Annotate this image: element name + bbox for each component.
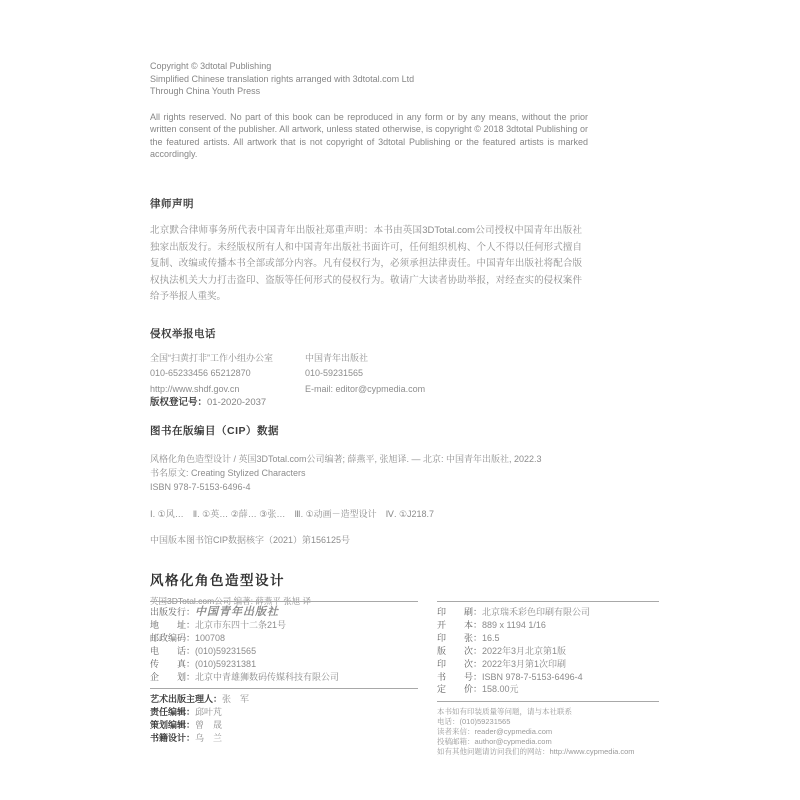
publisher-phone: 010-59231565 xyxy=(305,368,364,379)
publication-info-left xyxy=(150,601,418,745)
staff-row-editor: 责任编辑： 邱叶芃 xyxy=(150,707,223,718)
publisher-email: E-mail: editor@cypmedia.com xyxy=(305,383,426,394)
lawyer-statement-section xyxy=(150,196,582,306)
infringement-report-section xyxy=(150,326,590,397)
pub-row-publisher: 出版发行： 中国青年出版社 xyxy=(150,605,280,618)
copyright-block xyxy=(150,60,588,161)
pub-row-planning: 企 划： 北京中青雄狮数码传媒科技有限公司 xyxy=(150,671,340,682)
pub-row-format: 开 本： 889 x 1194 1/16 xyxy=(437,619,546,630)
publication-info-right xyxy=(437,601,659,756)
pub-row-edition: 版 次： 2022年3月北京第1版 xyxy=(437,645,567,656)
pub-row-isbn: 书 号： ISBN 978-7-5153-6496-4 xyxy=(437,671,583,682)
divider xyxy=(437,601,659,602)
cip-record-number: 中国版本图书馆CIP数据核字（2021）第156125号 xyxy=(150,535,351,545)
pub-row-impression: 印 次： 2022年3月第1次印刷 xyxy=(437,658,567,669)
staff-row-book-designer: 书籍设计： 乌 兰 xyxy=(150,733,223,744)
rights-paragraph: All rights reserved. No part of this book can be reproduced in any form or by any means, without the prior written consent of the publisher. All artwork, unless stated otherwise, is copyright © 2018 3dtotal Publishing or the featured artists. All artwork that is not copyright of 3dtotal Publishing or the featured artists is marked accordingly. xyxy=(150,111,588,160)
contact-line: 如有其他问题请访问我们的网站：http://www.cypmedia.com xyxy=(437,746,635,756)
lawyer-statement-heading: 律师声明 xyxy=(150,198,194,210)
contact-line: 电话：(010)59231565 xyxy=(437,717,511,727)
pub-row-postcode: 邮政编码： 100708 xyxy=(150,632,226,643)
copyright-registration xyxy=(150,394,266,408)
infringement-report-heading: 侵权举报电话 xyxy=(150,328,216,340)
copyright-line: Simplified Chinese translation rights arranged with 3dtotal.com Ltd xyxy=(150,73,415,84)
copyright-line: Through China Youth Press xyxy=(150,86,261,96)
cip-classification: Ⅰ. ①风… Ⅱ. ①英… ②薛… ③张… Ⅲ. ①动画－造型设计 Ⅳ. ①J218.7 xyxy=(150,509,435,519)
report-office-name: 全国“扫黄打非”工作小组办公室 xyxy=(150,353,273,363)
contact-line: 本书如有印装质量等问题，请与本社联系 xyxy=(437,707,572,717)
divider xyxy=(150,601,418,602)
pub-row-price: 定 价： 158.00元 xyxy=(437,684,519,695)
staff-row-art-director: 艺术出版主理人： 张 军 xyxy=(150,694,250,705)
cip-original-title: 书名原文: Creating Stylized Characters xyxy=(150,468,306,478)
report-contact-publisher xyxy=(305,351,590,397)
pub-row-phone: 电 话： (010)59231565 xyxy=(150,645,257,656)
pub-row-address: 地 址： 北京市东四十二条21号 xyxy=(150,619,287,630)
publisher-script-logo: 中国青年出版社 xyxy=(195,605,280,618)
cip-body xyxy=(150,452,610,494)
registration-number: 01-2020-2037 xyxy=(207,397,267,408)
report-contact-national xyxy=(150,351,305,397)
book-byline: 英国3DTotal.com公司 编著: 薛燕平 张旭 译 xyxy=(150,596,312,606)
report-office-url: http://www.shdf.gov.cn xyxy=(150,383,240,394)
divider xyxy=(437,701,659,702)
staff-row-planning-editor: 策划编辑： 曾 晟 xyxy=(150,720,223,731)
cip-isbn: ISBN 978-7-5153-6496-4 xyxy=(150,482,251,492)
publisher-name: 中国青年出版社 xyxy=(305,353,369,363)
contact-line: 投稿邮箱：author@cypmedia.com xyxy=(437,736,552,746)
pub-row-sheets: 印 张： 16.5 xyxy=(437,632,500,643)
book-title: 风格化角色造型设计 xyxy=(150,573,285,588)
cip-entry-line: 风格化角色造型设计 / 英国3DTotal.com公司编著; 薛燕平, 张旭译. — 北京: 中国青年出版社, 2022.3 xyxy=(150,454,542,464)
staff-credits xyxy=(150,693,418,745)
copyright-line: Copyright © 3dtotal Publishing xyxy=(150,61,272,71)
divider xyxy=(150,688,418,689)
report-office-phones: 010-65233456 65212870 xyxy=(150,368,251,379)
lawyer-statement-body: 北京默合律师事务所代表中国青年出版社郑重声明：本书由英国3DTotal.com公司授权中国青年出版社独家出版发行。未经版权所有人和中国青年出版社书面许可，任何组织机构、个人不得以任何形式擅自复制、改编或传播本书全部或部分内容。凡有侵权行为，必须承担法律责任。中国青年出版社将配合版权执法机关大力打击盗印、盗版等任何形式的侵权行为。敬请广大读者协助举报，对经查实的侵权案件给予举报人重奖。 xyxy=(150,225,582,303)
contact-line: 读者来信：reader@cypmedia.com xyxy=(437,726,553,736)
cip-heading: 图书在版编目（CIP）数据 xyxy=(150,425,280,437)
publisher-contact-note xyxy=(437,707,659,756)
registration-label: 版权登记号： xyxy=(150,397,208,408)
pub-row-printer: 印 刷： 北京瑞禾彩色印刷有限公司 xyxy=(437,607,591,617)
pub-row-fax: 传 真： (010)59231381 xyxy=(150,658,257,669)
